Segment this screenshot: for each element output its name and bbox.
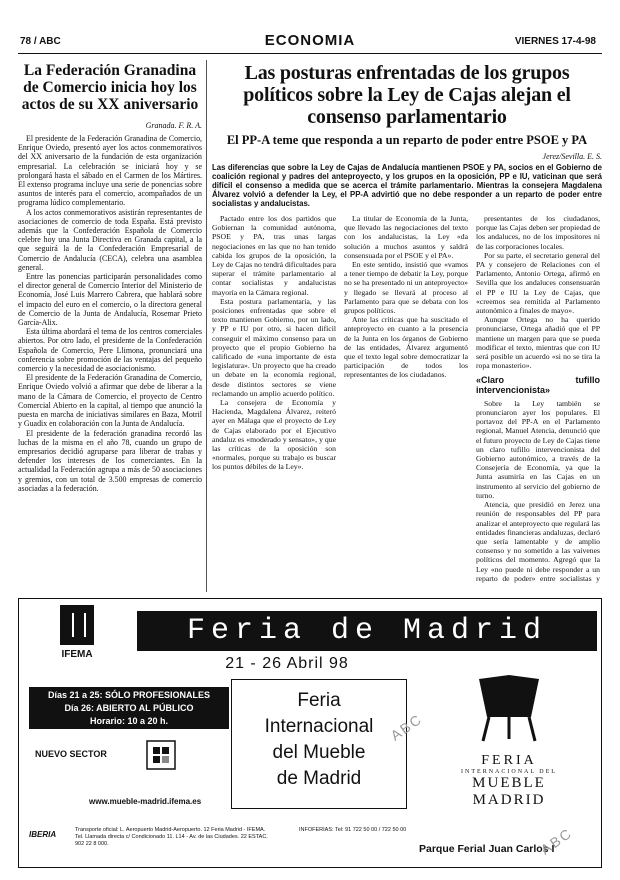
main-columns [212, 214, 602, 584]
paragraph: Atencia, que presidió en Jerez una reunión de responsables del PP para analizar el anteproyecto que regulará las entidades financieras andaluzas, declaró que sería lamentable y de amplio consenso y no sometido a las vaivenes políticos del momento. Agregó que la Ley «no puede ni debe responder a un reparto de poder» entre socialistas y [476, 500, 600, 583]
ad-feria-line: Feria [297, 690, 341, 711]
paragraph: Aunque Ortega no ha querido pronunciarse, Ortega añadió que el PP mantiene un margen para que se pueda modificar el texto, mientras que con IU será posible un acuerdo «si no se tira la ropa monasterio». [476, 315, 600, 371]
paragraph: La titular de Economía de la Junta, que llevado las negociaciones del texto con los andalucistas, la Ley «da solución a muchos asuntos y saldrá consensuada por el PSOE y el PA». [344, 214, 468, 260]
side-article-title: La Federación Granadina de Comercio inicia hoy los actos de su XX aniversario [21, 62, 199, 113]
paragraph: Entre las ponencias participarán personalidades como el director general de Comercio Interior del Ministerio de Economía, José Luis Marrero Cabrera, que hablará sobre el impacto del euro en el comercio, o la directora general de Comercio de la Junta de Andalucía, Rosemar Prieto García-Alix. [18, 272, 202, 328]
main-headline: Las posturas enfrentadas de los grupos políticos sobre la Ley de Cajas alejan el consenso parlamentario [243, 62, 571, 128]
advertisement [18, 598, 602, 868]
paragraph: El presidente de la Federación Granadina de Comercio, Enrique Oviedo volvió a afirmar que debe de liberar a la mano de la Cámara de Comercio, el proyecto de Centro Comercial Abierto en la capital, al tiempo que anunció la puesta en marcha de iniciativas similares en Baza, Motril y Guadix en colaboración con la Junta de Andalucía. [18, 373, 202, 429]
main-subheadline: El PP-A teme que responda a un reparto de poder entre PSOE y PA [226, 133, 588, 147]
ad-footer-info: INFOFERIAS: Tel: 91 722 50 00 / 722 50 00 [299, 827, 407, 833]
iberia-logo: IBERIA [29, 830, 57, 839]
ad-hours-line: Días 21 a 25: SÓLO PROFESIONALES [47, 690, 211, 700]
paragraph: El presidente de la federación granadina recordó las luchas de la misma en el año 78, cuando un grupo de empresarios decidió agruparse para liberar de trabas y defender los intereses de los comerciantes. En la actualidad la Federación agrupa a más de 50 asociaciones y gremios, con un total de 3.500 empresas de comercio asociadas a la federación. [18, 428, 202, 493]
ifema-logo-icon [60, 605, 94, 645]
ifema-logo-text: IFEMA [61, 649, 93, 660]
paragraph: Esta última abordará el tema de los centros comerciales abiertos. Por otro lado, el presidente de la Confederación Española de Comercio, Pere Llimona, pronunciará una conferencia sobre promoción de las ventajas del pequeño comercio y la necesidad de asociacionismo. [18, 327, 202, 374]
page-number: 78 / ABC [20, 36, 61, 47]
page-header [18, 30, 602, 54]
paragraph: Por su parte, el secretario general del PA y consejero de Relaciones con el Parlamento, Antonio Ortega, afirmó en Sevilla que los andaluces consensuarán el PP e IU la Ley de Cajas, que «creemos sea remitida al Parlamento autonómico a finales de mayo». [476, 250, 600, 316]
paragraph: Sobre la Ley también se pronunciaron ayer los populares. El portavoz del PP-A en el Parlamento regional, Manuel Atencia, denunció que el futuro proyecto de Ley de Cajas tiene un claro tufillo intervencionista del Gobierno autonómico, a través de la Consejería de Economía, ya que la Junta asumiría en las Cajas en un instrumento al servicio del gobierno de turno. [476, 398, 600, 500]
ad-title: Feria de Madrid [137, 611, 597, 651]
column-divider [206, 60, 207, 592]
column-subheading: «Claro tufillo intervencionista» [476, 375, 600, 395]
ad-feria-line: de Madrid [276, 768, 362, 789]
ad-footer-transport: Transporte oficial: L. Aeropuerto Madrid-Aeropuerto. 12 Feria Madrid - IFEMA. Tel. Llamada directa c/ Condicionado 11. L14 - Av. de las Ciudades. 22 ESTAC. 902 22 8 000. [75, 827, 268, 847]
sector-logo-icon [139, 735, 199, 775]
paragraph: Ante las críticas que ha suscitado el anteproyecto en cuanto a la presencia de la Junta en los órganos de Gobierno de las entidades, Álvarez argumentó que el texto legal sobre democratizar la participación de todos los representantes de los ciudadanos. [344, 315, 468, 380]
column-2 [344, 214, 468, 584]
emblem-line: MADRID [472, 792, 546, 808]
watermark: ABC [537, 824, 576, 858]
section-title: ECONOMIA [264, 32, 356, 49]
ad-venue: Parque Ferial Juan Carlos I [419, 843, 555, 855]
paragraph: A los actos conmemorativos asistirán representantes de asociaciones de comercio de toda España. Está previsto además que la Confederación Española de Comercio celebre hoy una Junta Directiva en Granada capital, a la que seguirá la de la Confederación Empresarial de Comercio de Andalucía (CECA), celebra una asamblea general. [18, 207, 202, 272]
paragraph: Esta postura parlamentaria, y las posiciones enfrentadas que sobre el texto mantienen Gobierno, por un lado, y PP e IU por otro, si hacen difícil conseguir el máximo consenso para un proyecto que el propio Gobierno ha calificado de «una importante de esta legislatura». Un proyecto que ha creado un debate en la economía regional, desde distintos sectores se viene reclamando un amplio acuerdo político. [212, 296, 336, 398]
paragraph: El presidente de la Federación Granadina de Comercio, Enrique Oviedo, presentó ayer los actos conmemorativos del XX aniversario de la fundación de esta organización empresarial. La celebración se iniciará hoy y se prolongará hasta el sábado en el Carmen de los Mártires. El extenso programa incluye una serie de ponencias sobre asuntos de interés para el comercio, acompañados de un programa lúdico complementario. [18, 134, 202, 208]
paragraph: Pactado entre los dos partidos que Gobiernan la comunidad autónoma, PSOE y PA, tras unas largas negociaciones en las que no han tenido cabida los grupos de la oposición, la Ley de Cajas no tendrá dificultades para superar el trámite parlamentario al contar socialistas y andalucistas mayoría en la Cámara regional. [212, 214, 336, 297]
main-byline: Jerez/Sevilla. E. S. [542, 152, 602, 161]
ad-feria-line: Internacional [264, 716, 374, 737]
ad-hours-line: Horario: 10 a 20 h. [89, 716, 169, 726]
watermark: ABC [387, 710, 426, 744]
side-article-byline: Granada. F. R. A. [145, 121, 202, 130]
issue-date: VIERNES 17-4-98 [514, 36, 596, 47]
ad-dates: 21 - 26 Abril 98 [225, 655, 349, 672]
ad-feria-box [231, 679, 407, 809]
chair-icon [469, 673, 549, 743]
side-article [18, 60, 202, 592]
paragraph: presentantes de los ciudadanos, porque las Cajas deben ser propiedad de los andaluces, no de los impositores ni de las corporaciones locales. [476, 214, 600, 251]
main-lead: Las diferencias que sobre la Ley de Cajas de Andalucía mantienen PSOE y PA, socios en el Gobierno de coalición regional y padres del anteproyecto, y los grupos en la oposición, PP e IU, vaticinan que será difícil el consenso a medida que se acerca el trámite parlamentario. Mientras la consejera Magdalena Álvarez volvió a defender la Ley, el PP-A advirtió que no debe responder a un reparto de poder entre socialistas y andalucistas. [212, 163, 602, 208]
emblem-line: INTERNACIONAL DEL [461, 769, 557, 775]
paragraph: La consejera de Economía y Hacienda, Magdalena Álvarez, reiteró ayer en Málaga que el proyecto de Ley de Cajas elaborado por el Ejecutivo andaluz es «moderado y sensato», y que las críticas de la oposición son «normales, porque su trabajo es buscar los puntos débiles de la Ley». [212, 398, 336, 472]
ad-hours-line: Día 26: ABIERTO AL PÚBLICO [64, 703, 194, 713]
column-1 [212, 214, 336, 584]
ad-feria-line: del Mueble [272, 742, 366, 763]
mueble-emblem [439, 673, 579, 833]
column-3 [476, 214, 600, 584]
ad-hours-box [29, 687, 229, 729]
emblem-line: MUEBLE [472, 775, 546, 791]
ad-website: www.mueble-madrid.ifema.es [89, 797, 202, 806]
ifema-logo [25, 605, 129, 679]
emblem-line: FERIA [481, 753, 537, 768]
main-article [212, 60, 602, 592]
side-article-body [18, 134, 202, 493]
ad-new-sector: NUEVO SECTOR [35, 749, 107, 759]
paragraph: En este sentido, insistió que «vamos a tener tiempo de debatir la Ley, porque no se ha presentado ni un anteproyecto» y llegado se llevará al proceso al Parlamento para que se debata con los grupos políticos. [344, 260, 468, 316]
